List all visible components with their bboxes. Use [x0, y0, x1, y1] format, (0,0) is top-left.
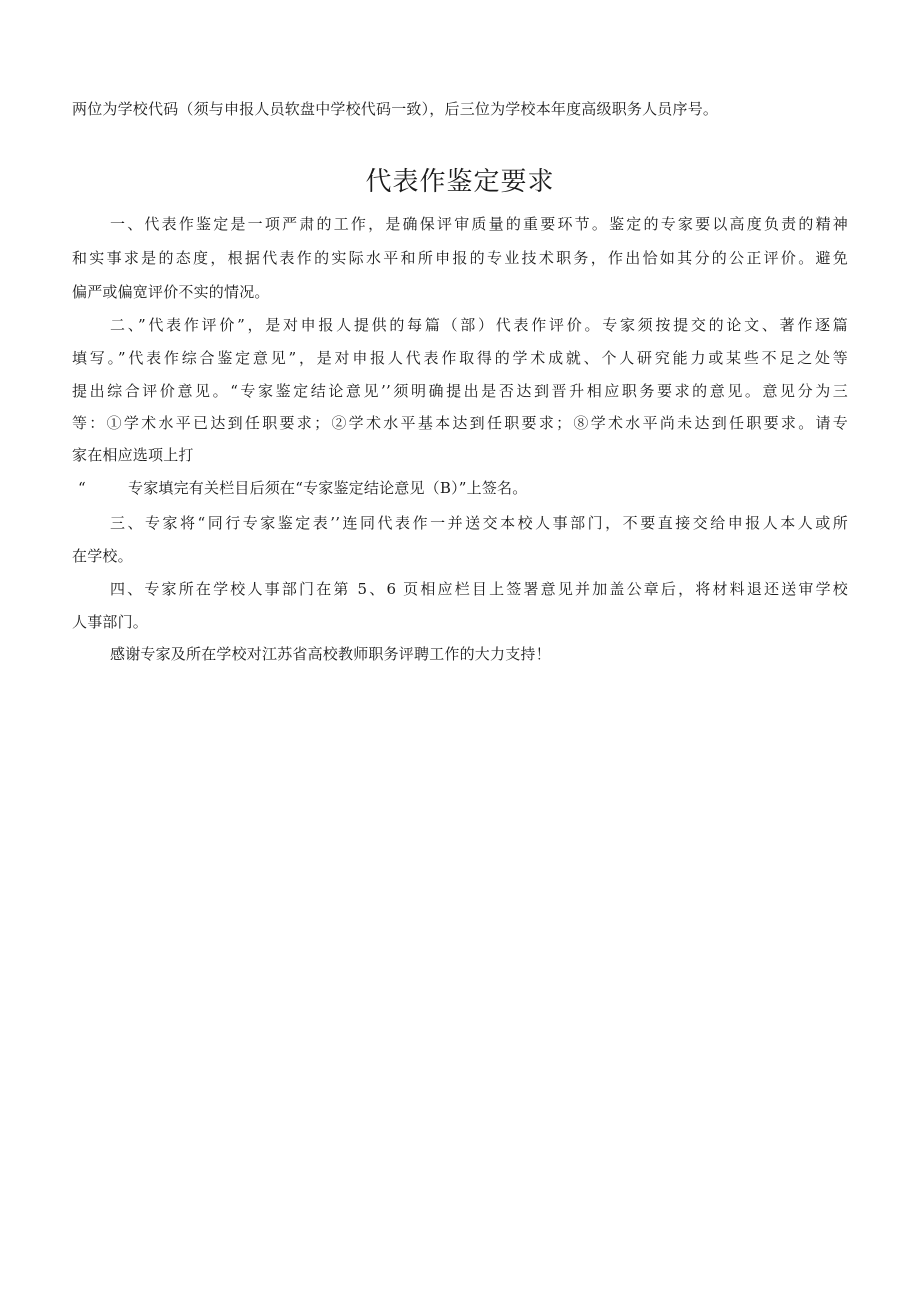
- section-2-line-2: 填写。”代表作综合鉴定意见”，是对申报人代表作取得的学术成就、个人研究能力或某些不足之处等: [72, 349, 848, 367]
- section-4-line-2: 人事部门。: [72, 613, 149, 631]
- intro-continuation-text: 两位为学校代码（须与申报人员软盘中学校代码一致），后三位为学校本年度高级职务人员序号。: [72, 100, 719, 118]
- section-4-line-1: 四、专家所在学校人事部门在第 5、6 页相应栏目上签署意见并加盖公章后，将材料退还送审学校: [110, 580, 848, 598]
- section-3-line-2: 在学校。: [72, 547, 133, 565]
- section-2-line-5: 家在相应选项上打: [72, 446, 194, 464]
- section-1-line-2: 和实事求是的态度，根据代表作的实际水平和所申报的专业技术职务，作出恰如其分的公正评价。避免: [72, 249, 848, 267]
- section-2-line-4: 等：①学术水平已达到任职要求；②学术水平基本达到任职要求；⑧学术水平尚未达到任职要求。请专: [72, 414, 848, 432]
- section-1-line-1: 一、代表作鉴定是一项严肃的工作，是确保评审质量的重要环节。鉴定的专家要以高度负责的精神: [110, 215, 848, 233]
- page-title: 代表作鉴定要求: [365, 167, 555, 197]
- section-3-line-1: 三、专家将“同行专家鉴定表’’连同代表作一并送交本校人事部门，不要直接交给申报人本人或所: [110, 514, 848, 532]
- closing-thanks: 感谢专家及所在学校对江苏省高校教师职务评聘工作的大力支持！: [110, 645, 551, 663]
- section-2-quote-mark: “: [78, 479, 86, 497]
- section-2-line-1: 二、”代表作评价”，是对申报人提供的每篇（部）代表作评价。专家须按提交的论文、著作逐篇: [110, 316, 848, 334]
- section-2-signature-note: 专家填完有关栏目后须在“专家鉴定结论意见（B）”上签名。: [128, 479, 528, 497]
- section-1-line-3: 偏严或偏宽评价不实的情况。: [72, 283, 270, 301]
- section-2-line-3: 提出综合评价意见。“专家鉴定结论意见’’须明确提出是否达到晋升相应职务要求的意见。意见分为三: [72, 382, 848, 400]
